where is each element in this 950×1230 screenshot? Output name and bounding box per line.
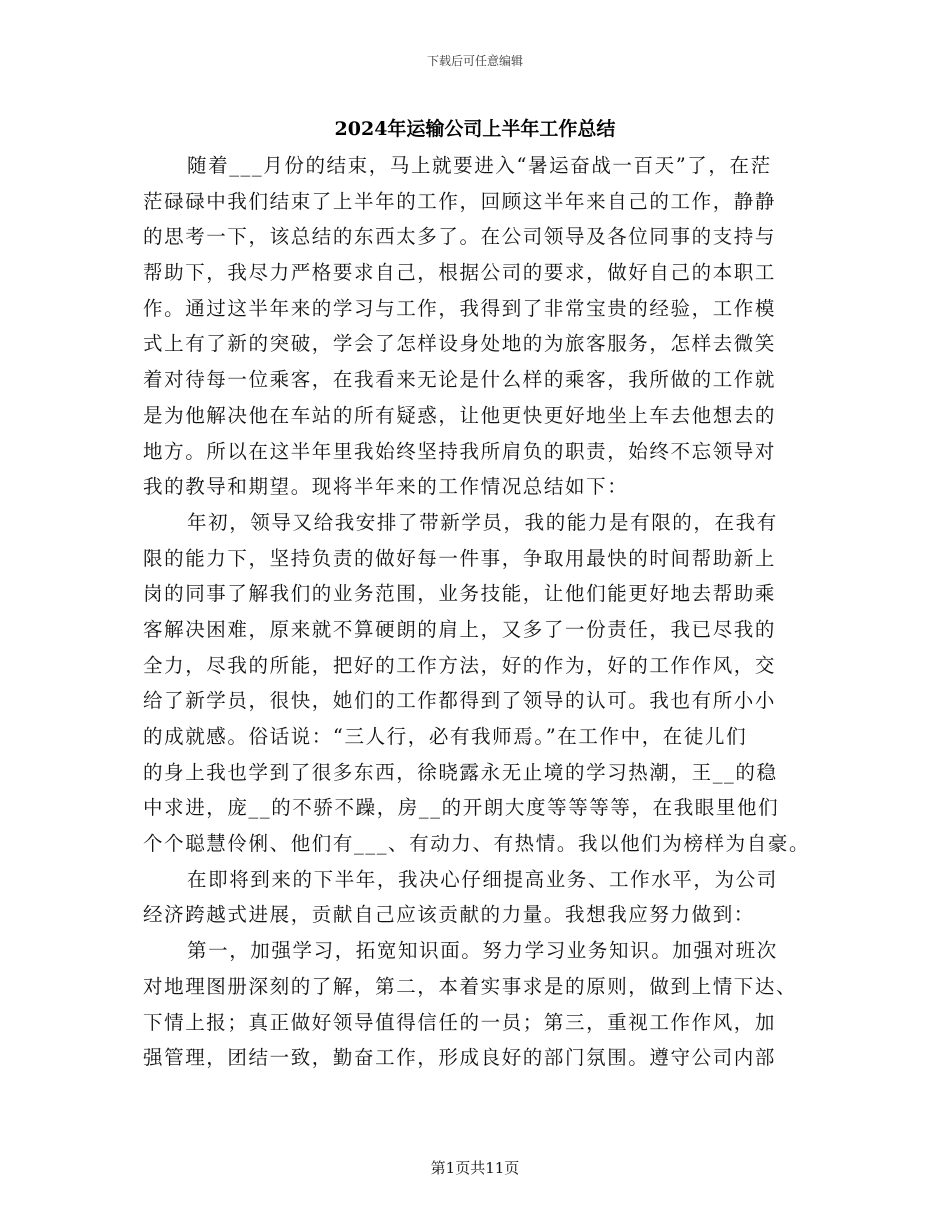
paragraph-1-line-10: 我的教导和期望。现将半年来的工作情况总结如下： bbox=[143, 475, 629, 499]
paragraph-1-line-3: 的思考一下，该总结的东西太多了。在公司领导及各位同事的支持与 bbox=[143, 225, 777, 249]
paragraph-2-line-5: 全力，尽我的所能，把好的工作方法，好的作为，好的工作作风，交 bbox=[143, 653, 777, 677]
paragraph-4-line-3: 下情上报；真正做好领导值得信任的一员；第三，重视工作作风，加 bbox=[143, 1010, 777, 1034]
document-body bbox=[143, 148, 823, 1076]
page-number-footer: 第1页共11页 bbox=[430, 1159, 520, 1177]
paragraph-1-line-7: 着对待每一位乘客，在我看来无论是什么样的乘客，我所做的工作就 bbox=[143, 368, 777, 392]
paragraph-2-line-6: 给了新学员，很快，她们的工作都得到了领导的认可。我也有所小小 bbox=[143, 689, 777, 713]
paragraph-4-line-2: 对地理图册深刻的了解，第二，本着实事求是的原则，做到上情下达、 bbox=[143, 974, 798, 998]
paragraph-3-line-1: 在即将到来的下半年，我决心仔细提高业务、工作水平，为公司 bbox=[187, 867, 778, 891]
paragraph-2-line-9: 中求进，庞__的不骄不躁，房__的开朗大度等等等等，在我眼里他们 bbox=[143, 796, 780, 820]
paragraph-2-line-7: 的成就感。俗话说：“三人行，必有我师焉。”在工作中，在徒儿们 bbox=[143, 725, 748, 748]
paragraph-4-line-4: 强管理，团结一致，勤奋工作，形成良好的部门氛围。遵守公司内部 bbox=[143, 1046, 777, 1070]
paragraph-2-line-4: 客解决困难，原来就不算硬朗的肩上，又多了一份责任，我已尽我的 bbox=[143, 617, 777, 641]
paragraph-3-line-2: 经济跨越式进展，贡献自己应该贡献的力量。我想我应努力做到： bbox=[143, 903, 755, 927]
paragraph-2-line-8: 的身上我也学到了很多东西，徐晓露永无止境的学习热潮，王__的稳 bbox=[143, 760, 778, 784]
paragraph-2-line-2: 限的能力下，坚持负责的做好每一件事，争取用最快的时间帮助新上 bbox=[143, 546, 777, 570]
paragraph-1-line-9: 地方。所以在这半年里我始终坚持我所肩负的职责，始终不忘领导对 bbox=[143, 439, 777, 463]
paragraph-1-line-1: 随着___月份的结束，马上就要进入“暑运奋战一百天”了，在茫 bbox=[187, 154, 772, 177]
paragraph-1-line-6: 式上有了新的突破，学会了怎样设身处地的为旅客服务，怎样去微笑 bbox=[143, 332, 777, 356]
paragraph-1-line-2: 茫碌碌中我们结束了上半年的工作，回顾这半年来自己的工作，静静 bbox=[143, 189, 777, 213]
paragraph-4-line-1: 第一，加强学习，拓宽知识面。努力学习业务知识。加强对班次 bbox=[187, 939, 778, 963]
paragraph-2-line-3: 岗的同事了解我们的业务范围，业务技能，让他们能更好地去帮助乘 bbox=[143, 582, 777, 606]
paragraph-2-line-1: 年初，领导又给我安排了带新学员，我的能力是有限的，在我有 bbox=[187, 510, 778, 534]
page-header: 下载后可任意编辑 bbox=[426, 54, 523, 68]
paragraph-2-line-10: 个个聪慧伶俐、他们有___、有动力、有热情。我以他们为榜样为自豪。 bbox=[143, 832, 811, 856]
paragraph-1-line-5: 作。通过这半年来的学习与工作，我得到了非常宝贵的经验，工作模 bbox=[143, 296, 777, 320]
paragraph-1-line-8: 是为他解决他在车站的所有疑惑，让他更快更好地坐上车去他想去的 bbox=[143, 403, 777, 427]
document-title: 2024年运输公司上半年工作总结 bbox=[334, 118, 616, 140]
paragraph-1-line-4: 帮助下，我尽力严格要求自己，根据公司的要求，做好自己的本职工 bbox=[143, 261, 777, 285]
